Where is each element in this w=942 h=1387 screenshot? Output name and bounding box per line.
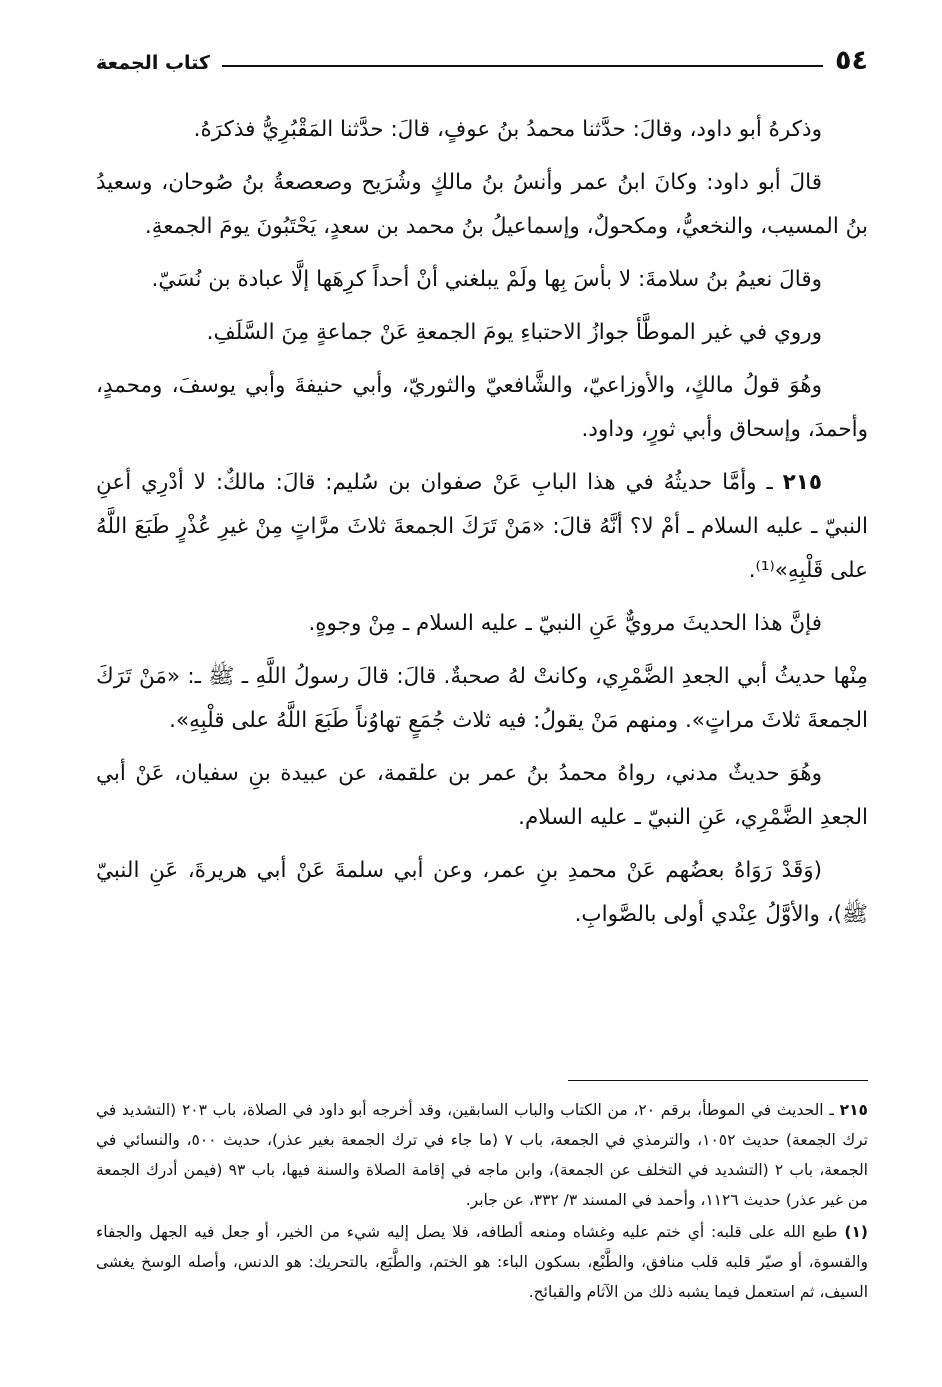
paragraph: فإنَّ هذا الحديثَ مرويٌّ عَنِ النبيّ ـ عليه السلام ـ مِنْ وجوهٍ.	[308, 611, 822, 636]
paragraph: قالَ أبو داود: وكانَ ابنُ عمر وأنسُ بنُ مالكٍ وشُرَيح وصعصعةُ بنُ صُوحان، وسعيدُ بنُ المسيب، والنخعيُّ، ومكحولٌ، وإسماعيلُ بنُ محمد بن سعدٍ، يَحْتَبُونَ يومَ الجمعةِ.	[96, 170, 868, 239]
footnote-label: ٢١٥	[839, 1101, 868, 1119]
footnote-text: طبع الله على قلبه: أي ختم عليه وغشاه ومنعه ألطافه، فلا يصل إليه شيء من الخير، أو جعل فيه الجهل والجفاء والقسوة، أو صيّر قلبه قلب منافق، والطَّبْع، بسكون الباء: هو الختم، والطَّبَع، بالتحريك: هو الدنس، وأصله الوسخ يغشى السيف، ثم استعمل فيما يشبه ذلك من الآثام والقبائح.	[96, 1223, 868, 1301]
header-rule	[222, 65, 823, 67]
footnote-text: ـ الحديث في الموطأ، برقم ٢٠، من الكتاب والباب السابقين، وقد أخرجه أبو داود في الصلاة، باب ٢٠٣ (التشديد في ترك الجمعة) حديث ١٠٥٢، والترمذي في الجمعة، باب ٧ (ما جاء في ترك الجمعة بغير عذر)، حديث ٥٠٠، والنسائي في الجمعة، باب ٢ (التشديد في التخلف عن الجمعة)، وابن ماجه في إقامة الصلاة والسنة فيها، باب ٩٣ (فيمن أدرك الجمعة من غير عذر) حديث ١١٢٦، وأحمد في المسند ٣/ ٣٣٢، عن جابر.	[96, 1101, 868, 1209]
hadith-number: ٢١٥	[782, 470, 822, 495]
paragraph: (وَقَدْ رَوَاهُ بعضُهم عَنْ محمدِ بنِ عمر، وعن أبي سلمةَ عَنْ أبي هريرةَ، عَنِ النبيّ ﷺ)، والأوَّلُ عِنْدي أولى بالصَّوابِ.	[96, 858, 868, 927]
footnote-label: (١)	[844, 1223, 868, 1241]
chapter-title: كتاب الجمعة	[96, 52, 210, 74]
paragraph: وروي في غير الموطَّأ جوازُ الاحتباءِ يومَ الجمعةِ عَنْ جماعةٍ مِنَ السَّلَفِ.	[206, 320, 822, 345]
hadith-text: ـ وأمَّا حديثُهُ في هذا البابِ عَنْ صفوان بن سُليم: قالَ: مالكٌ: لا أدْرِي أعنِ النبيّ ـ عليه السلام ـ أمْ لا؟ أنَّهُ قالَ: «مَنْ تَرَكَ الجمعةَ ثلاثَ مرَّاتٍ مِنْ غيرِ عُذْرٍ طَبَعَ اللَّهُ على قَلْبِهِ»⁽¹⁾.	[96, 470, 868, 583]
page-number: ٥٤	[835, 45, 868, 76]
footnote	[96, 1095, 868, 1215]
paragraph: وهُوَ حديثٌ مدني، رواهُ محمدُ بنُ عمر بن علقمة، عن عبيدة بنِ سفيان، عَنْ أبي الجعدِ الضَّمْرِي، عَنِ النبيّ ـ عليه السلام.	[96, 761, 868, 830]
footnote-rule	[568, 1080, 868, 1081]
paragraph: وذكرهُ أبو داود، وقالَ: حدَّثنا محمدُ بنُ عوفٍ، قالَ: حدَّثنا المَقْبُرِيُّ فذكرَهُ.	[193, 117, 822, 142]
book-page	[96, 30, 868, 1360]
paragraph: وقالَ نعيمُ بنُ سلامةَ: لا بأسَ بِها ولَمْ يبلغني أنْ أحداً كرِهَها إلَّا عبادة بن نُسَيّ.	[151, 267, 822, 292]
footnote	[96, 1217, 868, 1307]
footnotes	[96, 1080, 868, 1309]
page-header	[96, 30, 868, 76]
paragraph: مِنْها حديثُ أبي الجعدِ الضَّمْرِي، وكانتْ لهُ صحبةٌ. قالَ: قالَ رسولُ اللَّهِ ـ ﷺ ـ: «مَنْ تَرَكَ الجمعةَ ثلاثَ مراتٍ». ومنهم مَنْ يقولُ: فيه ثلاث جُمَعٍ تهاوُناً طَبَعَ اللَّهُ على قلْبِهِ».	[96, 664, 868, 733]
paragraph: وهُوَ قولُ مالكٍ، والأوزاعيّ، والشَّافعيّ والثوريّ، وأبي حنيفةَ وأبي يوسفَ، ومحمدٍ، وأحمدَ، وإسحاق وأبي ثورٍ، وداود.	[96, 373, 868, 442]
hadith-paragraph	[96, 461, 868, 593]
main-text	[96, 108, 868, 946]
